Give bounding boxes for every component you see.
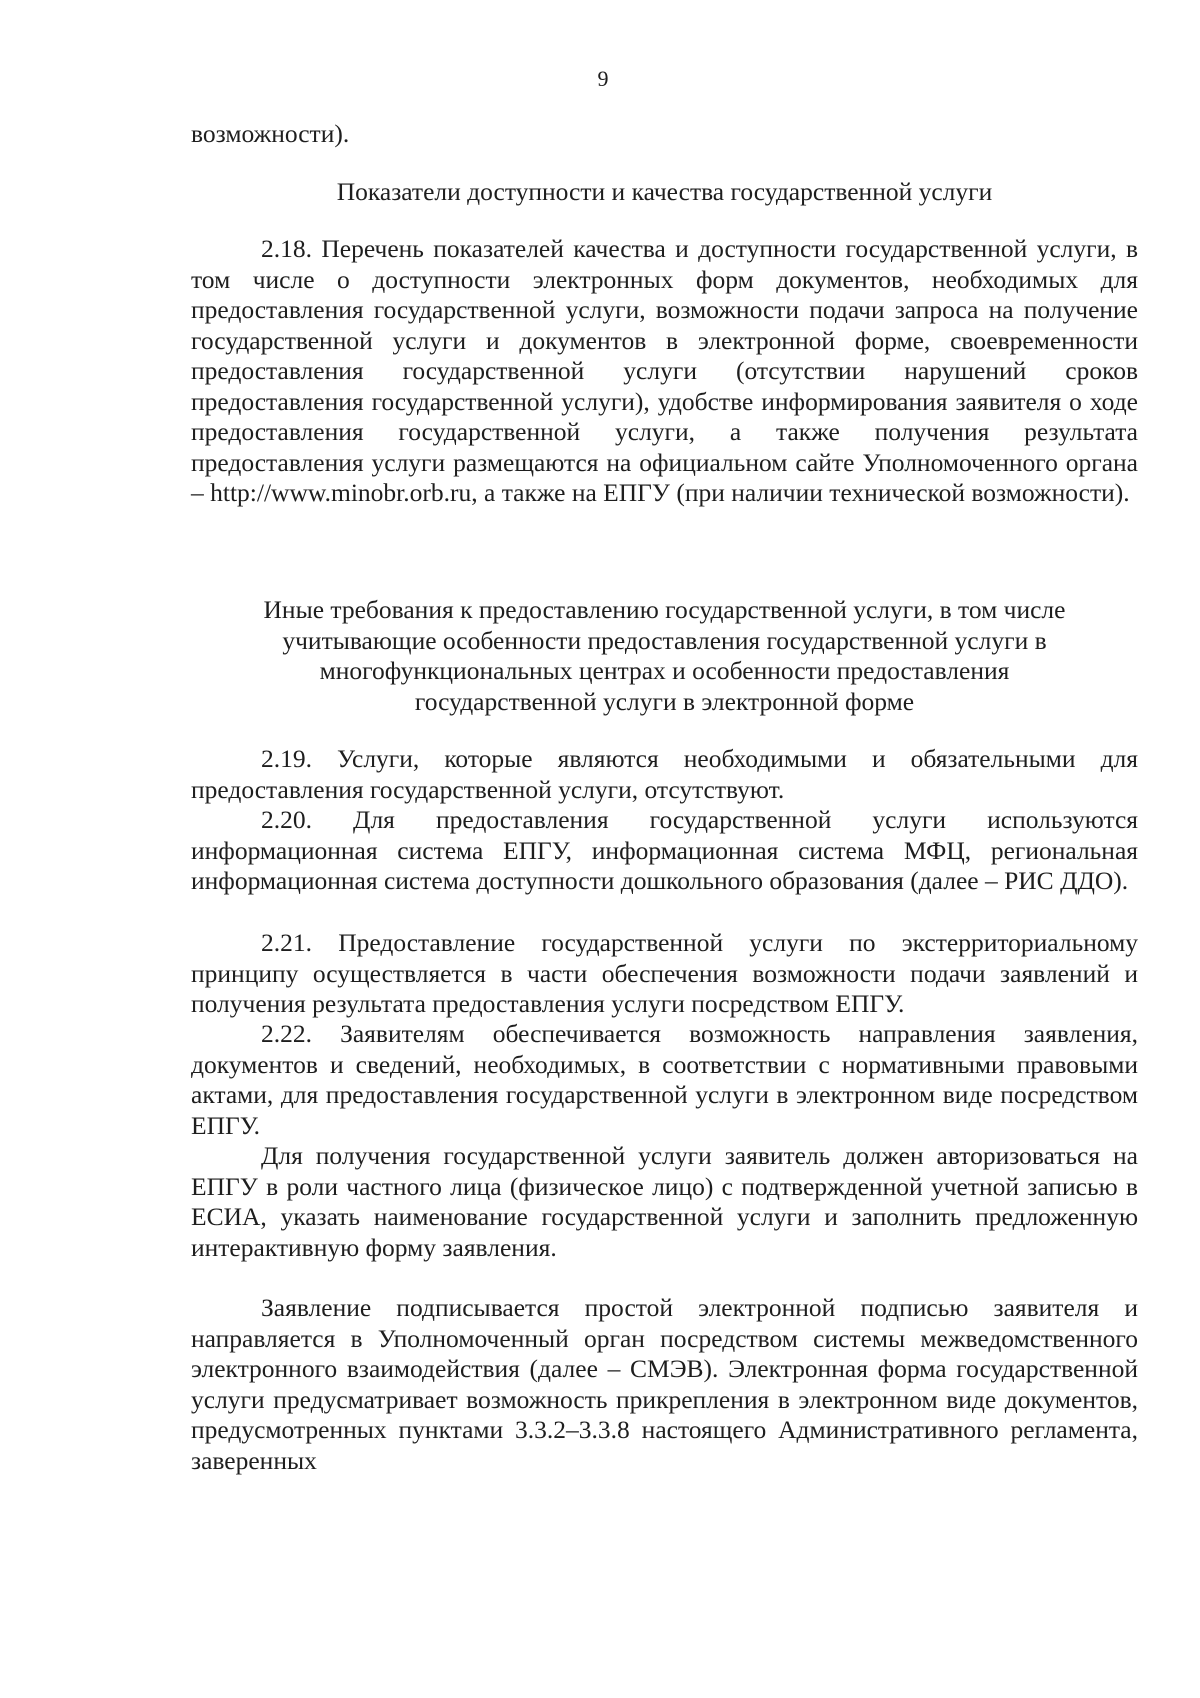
paragraph-signature: Заявление подписывается простой электронной подписью заявителя и направляется в Уполномоченный орган посредством системы межведомственного электронного взаимодействия (далее – СМЭВ). Электронная форма государственной услуги предусматривает возможность прикрепления в электронном виде документов, предусмотренных пунктами 3.3.2–3.3.8 настоящего Административного регламента, заверенных [191,1293,1138,1475]
heading-line-4: государственной услуги в электронной форме [414,686,915,716]
paragraph-2-18: 2.18. Перечень показателей качества и доступности государственной услуги, в том числе о доступности электронных форм документов, необходимых для предоставления государственной услуги, возможности подачи запроса на получение государственной услуги и документов в электронной форме, своевременности предоставления государственной услуги (отсутствии нарушений сроков предоставления государственной услуги), удобстве информирования заявителя о ходе предоставления государственной услуги, а также получения результата предоставления услуги размещаются на официальном сайте Уполномоченного органа – http://www.minobr.orb.ru, а также на ЕПГУ (при наличии технической возможности). [191,234,1138,507]
top-fragment: возможности). [191,119,350,148]
heading-line-3: многофункциональных центрах и особенности предоставления [319,656,1010,685]
page-number: 9 [597,66,609,91]
section-heading-accessibility: Показатели доступности и качества государственной услуги [336,177,993,206]
paragraph-2-20: 2.20. Для предоставления государственной услуги используются информационная система ЕПГУ, информационная система МФЦ, региональная информационная система доступности дошкольного образования (далее – РИС ДДО). [191,805,1138,895]
section-heading-other-requirements [191,595,1138,717]
heading-line-2: учитывающие особенности предоставления государственной услуги в [282,625,1047,655]
heading-line-1: Иные требования к предоставлению государственной услуги, в том числе [263,595,1066,624]
paragraph-2-19: 2.19. Услуги, которые являются необходимыми и обязательными для предоставления государственной услуги, отсутствуют. [191,744,1138,804]
paragraph-2-22: 2.22. Заявителям обеспечивается возможность направления заявления, документов и сведений, необходимых, в соответствии с нормативными правовыми актами, для предоставления государственной услуги в электронном виде посредством ЕПГУ. [191,1019,1138,1140]
paragraph-authorization: Для получения государственной услуги заявитель должен авторизоваться на ЕПГУ в роли частного лица (физическое лицо) с подтвержденной учетной записью в ЕСИА, указать наименование государственной услуги и заполнить предложенную интерактивную форму заявления. [191,1141,1138,1262]
paragraph-2-21: 2.21. Предоставление государственной услуги по экстерриториальному принципу осуществляется в части обеспечения возможности подачи заявлений и получения результата предоставления услуги посредством ЕПГУ. [191,928,1138,1018]
